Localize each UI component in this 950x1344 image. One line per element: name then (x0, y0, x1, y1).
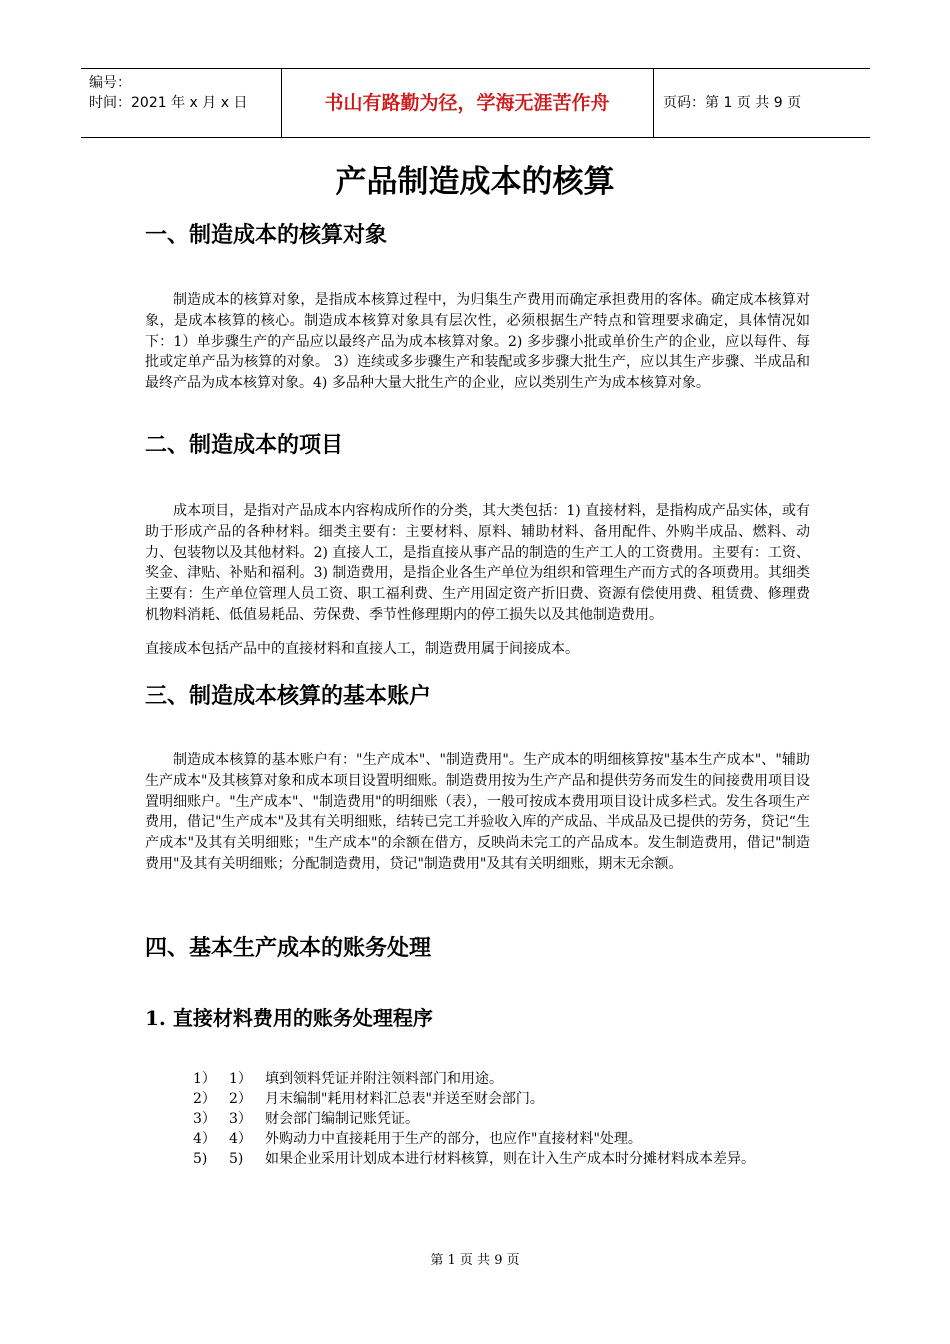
header-motto: 书山有路勤为径，学海无涯苦作舟 (324, 92, 610, 114)
section-1-paragraph: 制造成本的核算对象，是指成本核算过程中，为归集生产费用而确定承担费用的客体。确定成本核算对象，是成本核算的核心。制造成本核算对象具有层次性，必须根据生产特点和管理要求确定，具体情况如下：1）单步骤生产的产品应以最终产品为成本核算对象。2) 多步骤小批或单价生产的企业，应以每件、每批或定单产品为核算的对象。 3）连续或多步骤生产和装配或多步骤大批生产，应以其生产步骤、半成品和最终产品为成本核算对象。4) 多品种大量大批生产的企业，应以类别生产为成本核算对象。 (145, 292, 810, 392)
section-4-heading: 四、基本生产成本的账务处理 (145, 936, 432, 961)
document-title: 产品制造成本的核算 (335, 164, 615, 200)
list-item-text: 填到领料凭证并附注领料部门和用途。 (265, 1071, 503, 1087)
list-item (193, 1149, 813, 1169)
list-item-subnumber: 3） (229, 1111, 252, 1127)
list-item (193, 1069, 813, 1089)
list-item-text: 外购动力中直接耗用于生产的部分，也应作"直接材料"处理。 (265, 1131, 642, 1147)
document-time-label: 时间：2021 年 x 月 x 日 (89, 95, 248, 111)
list-item-subnumber: 5) (229, 1151, 244, 1167)
section-4-subheading: 1. 直接材料费用的账务处理程序 (145, 1006, 433, 1030)
list-item-number: 1） (193, 1071, 216, 1087)
list-item-number: 5) (193, 1151, 208, 1167)
section-3-heading: 三、制造成本核算的基本账户 (145, 684, 432, 709)
list-item-number: 2） (193, 1091, 216, 1107)
list-item (193, 1129, 813, 1149)
list-item (193, 1089, 813, 1109)
header-divider-right (653, 69, 654, 137)
page-header (81, 68, 870, 138)
list-item-subnumber: 2） (229, 1091, 252, 1107)
list-item (193, 1109, 813, 1129)
section-2-paragraph: 成本项目，是指对产品成本内容构成所作的分类，其大类包括：1) 直接材料，是指构成产品实体，或有助于形成产品的各种材料。细类主要有：主要材料、原料、辅助材料、备用配件、外购半成品、燃料、动力、包装物以及其他材料。2) 直接人工，是指直接从事产品的制造的生产工人的工资费用。主要有：工资、奖金、津贴、补贴和福利。3) 制造费用，是指企业各生产单位为组织和管理生产而方式的各项费用。其细类主要有：生产单位管理人员工资、职工福利费、生产用固定资产折旧费、资源有偿使用费、租赁费、修理费机物料消耗、低值易耗品、劳保费、季节性修理期内的停工损失以及其他制造费用。 (145, 503, 810, 623)
list-item-subnumber: 1） (229, 1071, 252, 1087)
header-page-label: 页码：第 1 页 共 9 页 (663, 95, 802, 111)
section-2-paragraph-extra: 直接成本包括产品中的直接材料和直接人工，制造费用属于间接成本。 (145, 641, 579, 657)
list-item-number: 3） (193, 1111, 216, 1127)
header-meta (89, 73, 247, 113)
section-2-heading: 二、制造成本的项目 (145, 433, 344, 458)
procedure-list (193, 1069, 813, 1169)
section-1-heading: 一、制造成本的核算对象 (145, 223, 388, 248)
list-item-text: 如果企业采用计划成本进行材料核算，则在计入生产成本时分摊材料成本差异。 (265, 1151, 755, 1167)
page-footer: 第 1 页 共 9 页 (430, 1253, 520, 1268)
list-item-number: 4） (193, 1131, 216, 1147)
document-number-label: 编号： (89, 75, 131, 91)
section-3-paragraph: 制造成本核算的基本账户有："生产成本"、"制造费用"。生产成本的明细核算按"基本生产成本"、"辅助生产成本"及其核算对象和成本项目设置明细账。制造费用按为生产产品和提供劳务而发生的间接费用项目设置明细账户。"生产成本"、"制造费用"的明细账（表），一般可按成本费用项目设计成多栏式。发生各项生产费用，借记"生产成本"及其有关明细账，结转已完工并验收入库的产成品、半成品及已提供的劳务，贷记“生产成本"及其有关明细账；"生产成本"的余额在借方，反映尚未完工的产品成本。发生制造费用，借记"制造费用"及其有关明细账；分配制造费用，贷记"制造费用"及其有关明细账，期末无余额。 (145, 752, 810, 872)
list-item-subnumber: 4） (229, 1131, 252, 1147)
list-item-text: 月末编制"耗用材料汇总表"并送至财会部门。 (265, 1091, 544, 1107)
list-item-text: 财会部门编制记账凭证。 (265, 1111, 419, 1127)
